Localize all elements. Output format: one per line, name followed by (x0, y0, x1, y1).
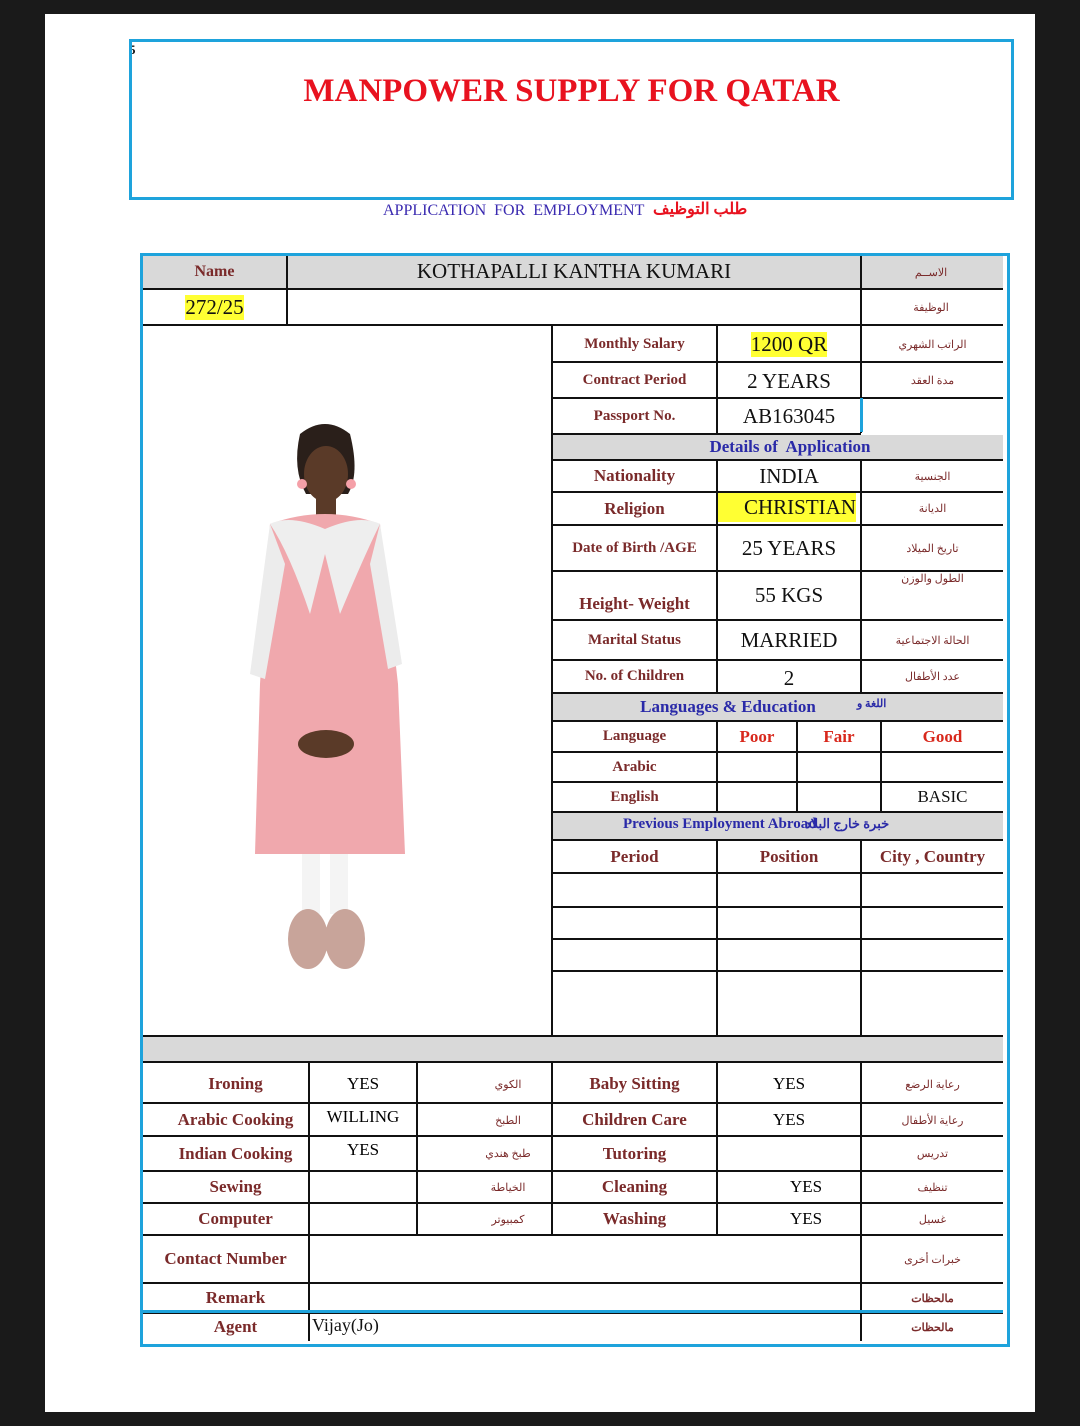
language-english-good: BASIC (917, 787, 968, 806)
previous-employment-heading-arabic: خبرة خارج البلاد (805, 816, 890, 831)
skill-tutoring-arabic: تدريس (916, 1148, 949, 1160)
skill-arabic-cooking-arabic: الطبخ (495, 1114, 521, 1127)
skill-ironing-label: Ironing (208, 1074, 263, 1093)
skill-computer-arabic: كمبيوتر (491, 1213, 525, 1226)
religion-label: Religion (604, 498, 665, 518)
skill-baby-sitting-arabic: رعاية الرضع (905, 1078, 960, 1091)
languages-heading-arabic: اللغة و (857, 698, 887, 710)
previous-employment-heading: Previous Employment Abroad (623, 816, 817, 832)
children-label: No. of Children (584, 668, 685, 684)
name-label-arabic: الاســم (914, 266, 948, 279)
form-title: MANPOWER SUPPLY FOR QATAR (303, 73, 840, 109)
job-label-arabic: الوظيفة (913, 301, 949, 314)
language-english-row: English (610, 788, 659, 805)
fair-column-header: Fair (823, 726, 855, 746)
city-country-column-header: City , Country (879, 846, 986, 866)
religion-label-arabic: الديانة (918, 503, 947, 515)
skill-computer-value (310, 1204, 416, 1234)
details-heading: Details of Application (709, 437, 871, 456)
skill-cleaning-arabic: تنظيف (917, 1181, 948, 1194)
language-column-header: Language (602, 728, 667, 744)
nationality-label: Nationality (593, 466, 676, 485)
application-form-page (45, 14, 1035, 1412)
height-weight-label: Height- Weight (579, 594, 690, 613)
position-column-header: Position (759, 846, 819, 866)
form-subtitle: APPLICATION FOR EMPLOYMENT (383, 202, 645, 219)
remark-label: Remark (205, 1288, 266, 1307)
religion-value: CHRISTIAN (718, 493, 856, 522)
skill-tutoring-label: Tutoring (602, 1143, 667, 1163)
contract-period-value: 2 YEARS (747, 368, 831, 393)
agent-value: Vijay(Jo) (312, 1315, 379, 1335)
skill-sewing-arabic: الخياطة (490, 1181, 526, 1194)
skill-indian-cooking-value: YES (346, 1140, 380, 1159)
dob-age-label: Date of Birth /AGE (572, 539, 697, 556)
skill-baby-sitting-value: YES (772, 1074, 806, 1093)
applicant-name: KOTHAPALLI KANTHA KUMARI (416, 258, 732, 283)
header-frame (129, 39, 1014, 200)
name-label: Name (194, 263, 235, 280)
remark-arabic: مالحظات (911, 1292, 954, 1305)
passport-label: Passport No. (593, 407, 676, 424)
reference-number: 272/25 (185, 294, 244, 319)
skill-tutoring-value (718, 1137, 860, 1170)
skill-computer-label: Computer (198, 1209, 273, 1228)
skill-children-care-value: YES (772, 1110, 806, 1129)
dob-label-arabic: تاريخ الميلاد (906, 542, 959, 555)
applicant-photo (230, 414, 425, 974)
passport-number: AB163045 (742, 403, 836, 428)
contact-number-arabic: خبرات أخرى (904, 1253, 961, 1266)
nationality-label-arabic: الجنسية (914, 470, 951, 483)
agent-label: Agent (213, 1317, 258, 1336)
skill-washing-arabic: غسيل (918, 1213, 947, 1226)
salary-label-arabic: الراتب الشهري (898, 338, 967, 351)
language-arabic-good (882, 753, 1003, 781)
skill-sewing-label: Sewing (209, 1177, 262, 1196)
contract-period-label-arabic: مدة العقد (910, 374, 955, 387)
skill-ironing-arabic: الكوي (494, 1078, 522, 1091)
skill-arabic-cooking-value: WILLING (326, 1107, 400, 1126)
height-weight-label-arabic: الطول والوزن (901, 573, 964, 585)
skill-washing-label: Washing (602, 1209, 667, 1228)
period-column-header: Period (610, 846, 659, 866)
skill-children-care-label: Children Care (582, 1110, 687, 1129)
languages-heading: Languages & Education (640, 697, 816, 716)
marital-status-label-arabic: الحالة الاجتماعية (895, 634, 970, 647)
children-value: 2 (783, 666, 795, 690)
salary-value: 1200 QR (750, 331, 828, 356)
skill-cleaning-value: YES (789, 1177, 823, 1196)
poor-column-header: Poor (739, 726, 775, 746)
height-weight-value: 55 KGS (754, 582, 824, 607)
form-subtitle-arabic: طلب التوظيف (653, 201, 748, 218)
good-column-header: Good (922, 726, 963, 746)
skill-children-care-arabic: رعاية الأطفال (901, 1114, 964, 1127)
skill-cleaning-label: Cleaning (601, 1177, 668, 1196)
skill-ironing-value: YES (346, 1074, 380, 1093)
contract-period-label: Contract Period (582, 371, 687, 388)
marital-status-value: MARRIED (740, 627, 838, 652)
skill-sewing-value (310, 1172, 416, 1202)
contact-number-label: Contact Number (164, 1249, 287, 1268)
age-value: 25 YEARS (741, 535, 837, 560)
skill-indian-cooking-arabic: طبخ هندي (485, 1148, 531, 1160)
salary-label: Monthly Salary (584, 335, 685, 352)
skill-baby-sitting-label: Baby Sitting (589, 1074, 680, 1093)
agent-arabic: مالحظات (911, 1321, 954, 1334)
skill-arabic-cooking-label: Arabic Cooking (177, 1110, 294, 1129)
skill-indian-cooking-label: Indian Cooking (178, 1143, 293, 1163)
marital-status-label: Marital Status (588, 631, 681, 648)
children-label-arabic: عدد الأطفال (905, 671, 960, 683)
corner-mark: 5 (129, 42, 136, 57)
language-arabic-row: Arabic (612, 758, 657, 775)
nationality-value: INDIA (759, 463, 819, 488)
skill-washing-value: YES (789, 1209, 823, 1228)
